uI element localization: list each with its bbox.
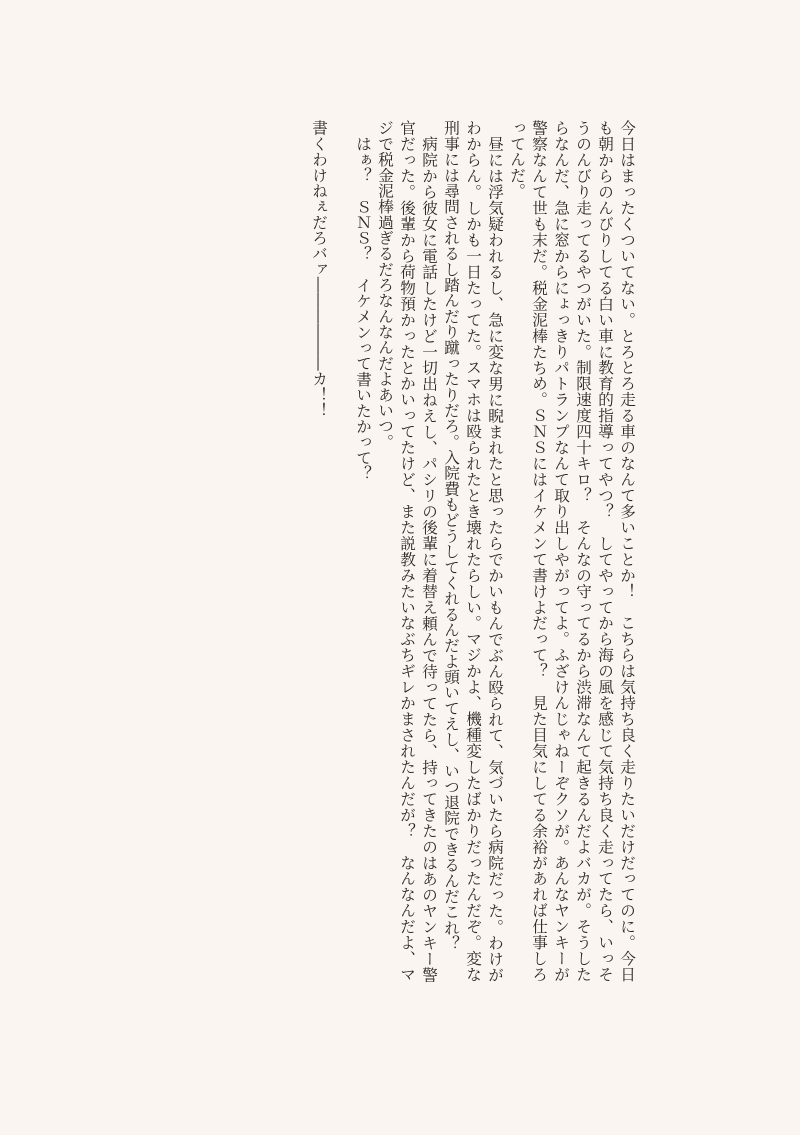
closing-line: 書くわけねぇだろバァ――――――カ！！ [310,120,328,418]
paragraph-3: 病院から彼女に電話したけど一切出ねえし、パシリの後輩に着替え頼んで待ってたら、持ってきたのはあのヤンキー警官だった。後輩から荷物預かったとかいってたけど、また説教みたいなぶちギレかまされたんだが？ なんなんだよ、マジで税金泥棒過ぎるだろなんなんだよあいつ。 [376,120,438,982]
paragraph-2: 昼には浮気疑われるし、急に変な男に睨まれたと思ったらでかいもんでぶん殴られて、気づいたら病院だった。わけがわからん。しかも一日たってた。スマホは殴られたとき壊れたらしい。マジかよ、機種変したばかりだったんだぞ。変な刑事には尋問されるし踏んだり蹴ったりだろ。入院費もどうしてくれるんだよ頭いてえし、いつ退院できるんだこれ？ [442,120,504,982]
blank-line [330,120,352,982]
paragraph-4: はぁ？ ＳＮＳ？ イケメンって書いたかって？ [354,135,372,481]
vertical-text-page [308,120,638,982]
paragraph-1: 今日はまったくついてない。とろとろ走る車のなんて多いことか！ こちらは気持ち良く走りたいだけだってのに。今日も朝からのんびりしてる白い車に教育的指導ってやつ？ してやってから海の風を感じて気持ち良く走ってたら、いっそうのんびり走ってるやつがいた。制限速度四十キロ？ そんなの守ってるから渋滞なんて起きるんだよバカが。そうしたらなんだ、急に窓からにょっきりパトランプなんて取り出しやがってよ。ふざけんじゃねーぞクソが。あんなヤンキーが警察なんて世も末だ。税金泥棒たちめ。ＳＮＳにはイケメンて書けよだって？ 見た目気にしてる余裕があれば仕事しろってんだ。 [508,120,636,982]
